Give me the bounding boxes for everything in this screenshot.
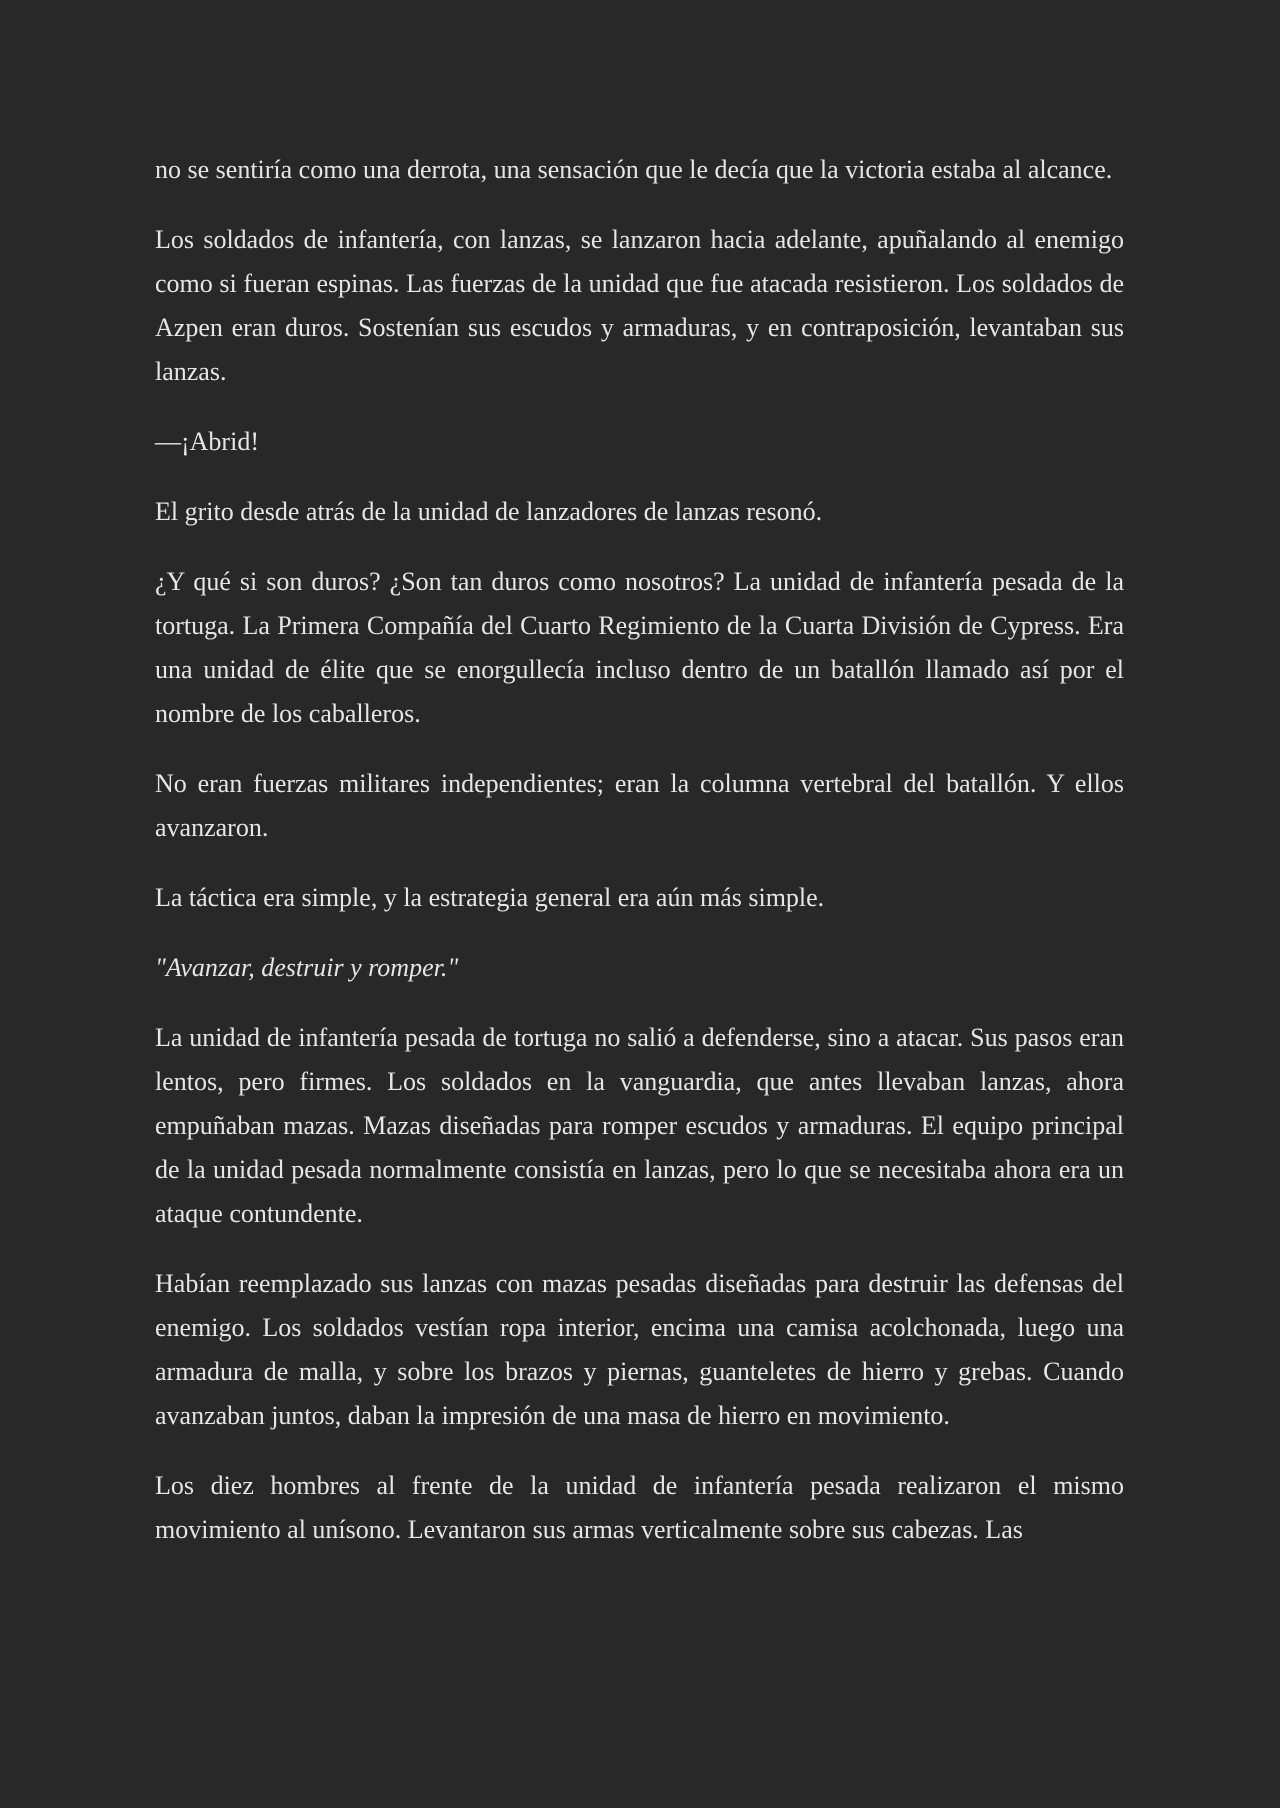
italic-paragraph: "Avanzar, destruir y romper." xyxy=(155,953,459,982)
paragraph: no se sentiría como una derrota, una sensación que le decía que la victoria estaba al alcance. xyxy=(155,155,1113,184)
paragraph: Los diez hombres al frente de la unidad de infantería pesada realizaron el mismo movimiento al unísono. Levantaron sus armas verticalmente sobre sus cabezas. Las xyxy=(155,1471,1124,1544)
paragraph: La unidad de infantería pesada de tortuga no salió a defenderse, sino a atacar. Sus pasos eran lentos, pero firmes. Los soldados en la vanguardia, que antes llevaban lanzas, ahora empuñaban mazas. Mazas diseñadas para romper escudos y armaduras. El equipo principal de la unidad pesada normalmente consistía en lanzas, pero lo que se necesitaba ahora era un ataque contundente. xyxy=(155,1023,1124,1228)
paragraph: ¿Y qué si son duros? ¿Son tan duros como nosotros? La unidad de infantería pesada de la tortuga. La Primera Compañía del Cuarto Regimiento de la Cuarta División de Cypress. Era una unidad de élite que se enorgullecía incluso dentro de un batallón llamado así por el nombre de los caballeros. xyxy=(155,567,1124,728)
reading-page xyxy=(155,148,1124,1578)
paragraph: Los soldados de infantería, con lanzas, se lanzaron hacia adelante, apuñalando al enemigo como si fueran espinas. Las fuerzas de la unidad que fue atacada resistieron. Los soldados de Azpen eran duros. Sostenían sus escudos y armaduras, y en contraposición, levantaban sus lanzas. xyxy=(155,225,1124,386)
paragraph: La táctica era simple, y la estrategia general era aún más simple. xyxy=(155,883,825,912)
paragraph: —¡Abrid! xyxy=(155,427,259,456)
paragraph: No eran fuerzas militares independientes; eran la columna vertebral del batallón. Y ellos avanzaron. xyxy=(155,769,1124,842)
paragraph: Habían reemplazado sus lanzas con mazas pesadas diseñadas para destruir las defensas del enemigo. Los soldados vestían ropa interior, encima una camisa acolchonada, luego una armadura de malla, y sobre los brazos y piernas, guanteletes de hierro y grebas. Cuando avanzaban juntos, daban la impresión de una masa de hierro en movimiento. xyxy=(155,1269,1124,1430)
paragraph: El grito desde atrás de la unidad de lanzadores de lanzas resonó. xyxy=(155,497,823,526)
